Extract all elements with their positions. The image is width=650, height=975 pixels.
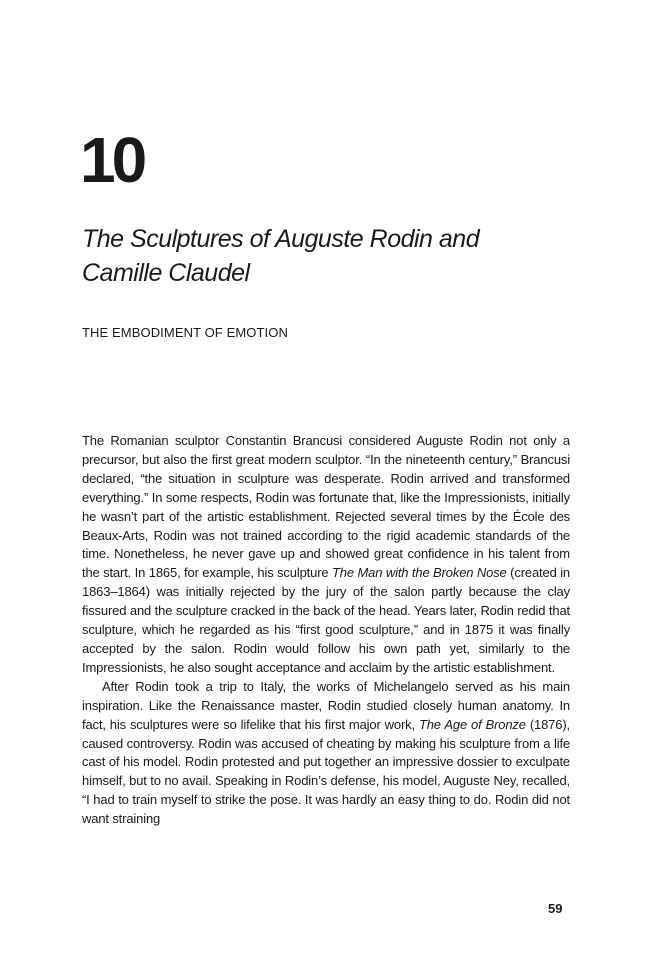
chapter-title-line-1: The Sculptures of Auguste Rodin and: [82, 225, 480, 253]
chapter-title-line-2: Camille Claudel: [82, 259, 250, 287]
paragraph-2-part-a: After Rodin took a trip to Italy, the works of Michelangelo served as his main inspiration. Like the Renaissance master, Rodin studied closely human anatomy. In fact, his sculptures were so lifelike that his first major work,: [82, 678, 570, 732]
paragraph-2: [82, 678, 570, 829]
paragraph-2-part-b: (1876), caused controversy. Rodin was accused of cheating by making his sculpture from a life cast of his model. Rodin protested and put together an impressive dossier to exculpate himself, but to no avail. Speaking in Rodin’s defense, his model, Auguste Ney, recalled, “I had to train myself to strike the pose. It was hardly an easy thing to do. Rodin did not want straining: [82, 716, 570, 827]
chapter-subtitle: THE EMBODIMENT OF EMOTION: [82, 325, 288, 340]
body-text: [82, 432, 570, 829]
paragraph-1-part-b: (created in 1863–1864) was initially rejected by the jury of the salon partly because the clay fissured and the sculpture cracked in the back of the head. Years later, Rodin redid that sculpture, which he regarded as his “first good sculpture,” and in 1875 it was finally accepted by the salon. Rodin would follow his own path yet, similarly to the Impressionists, he also sought acceptance and acclaim by the artistic establishment.: [82, 565, 571, 675]
page-number: 59: [548, 901, 563, 916]
work-title-age-of-bronze: The Age of Bronze: [418, 716, 526, 732]
chapter-number: 10: [80, 124, 144, 196]
chapter-title: [82, 222, 582, 290]
work-title-broken-nose: The Man with the Broken Nose: [332, 565, 507, 581]
paragraph-1: [82, 432, 570, 678]
paragraph-1-part-a: The Romanian sculptor Constantin Brancusi considered Auguste Rodin not only a precursor, but also the first great modern sculptor. “In the nineteenth century,” Brancusi declared, “the situation in sculpture was desperate. Rodin arrived and transformed everything.” In some respects, Rodin was fortunate that, like the Impressionists, initially he wasn’t part of the artistic establishment. Rejected several times by the École des Beaux-Arts, Rodin was not trained according to the rigid academic standards of the time. Nonetheless, he never gave up and showed great confidence in his talent from the start. In 1865, for example, his sculpture: [82, 433, 570, 581]
